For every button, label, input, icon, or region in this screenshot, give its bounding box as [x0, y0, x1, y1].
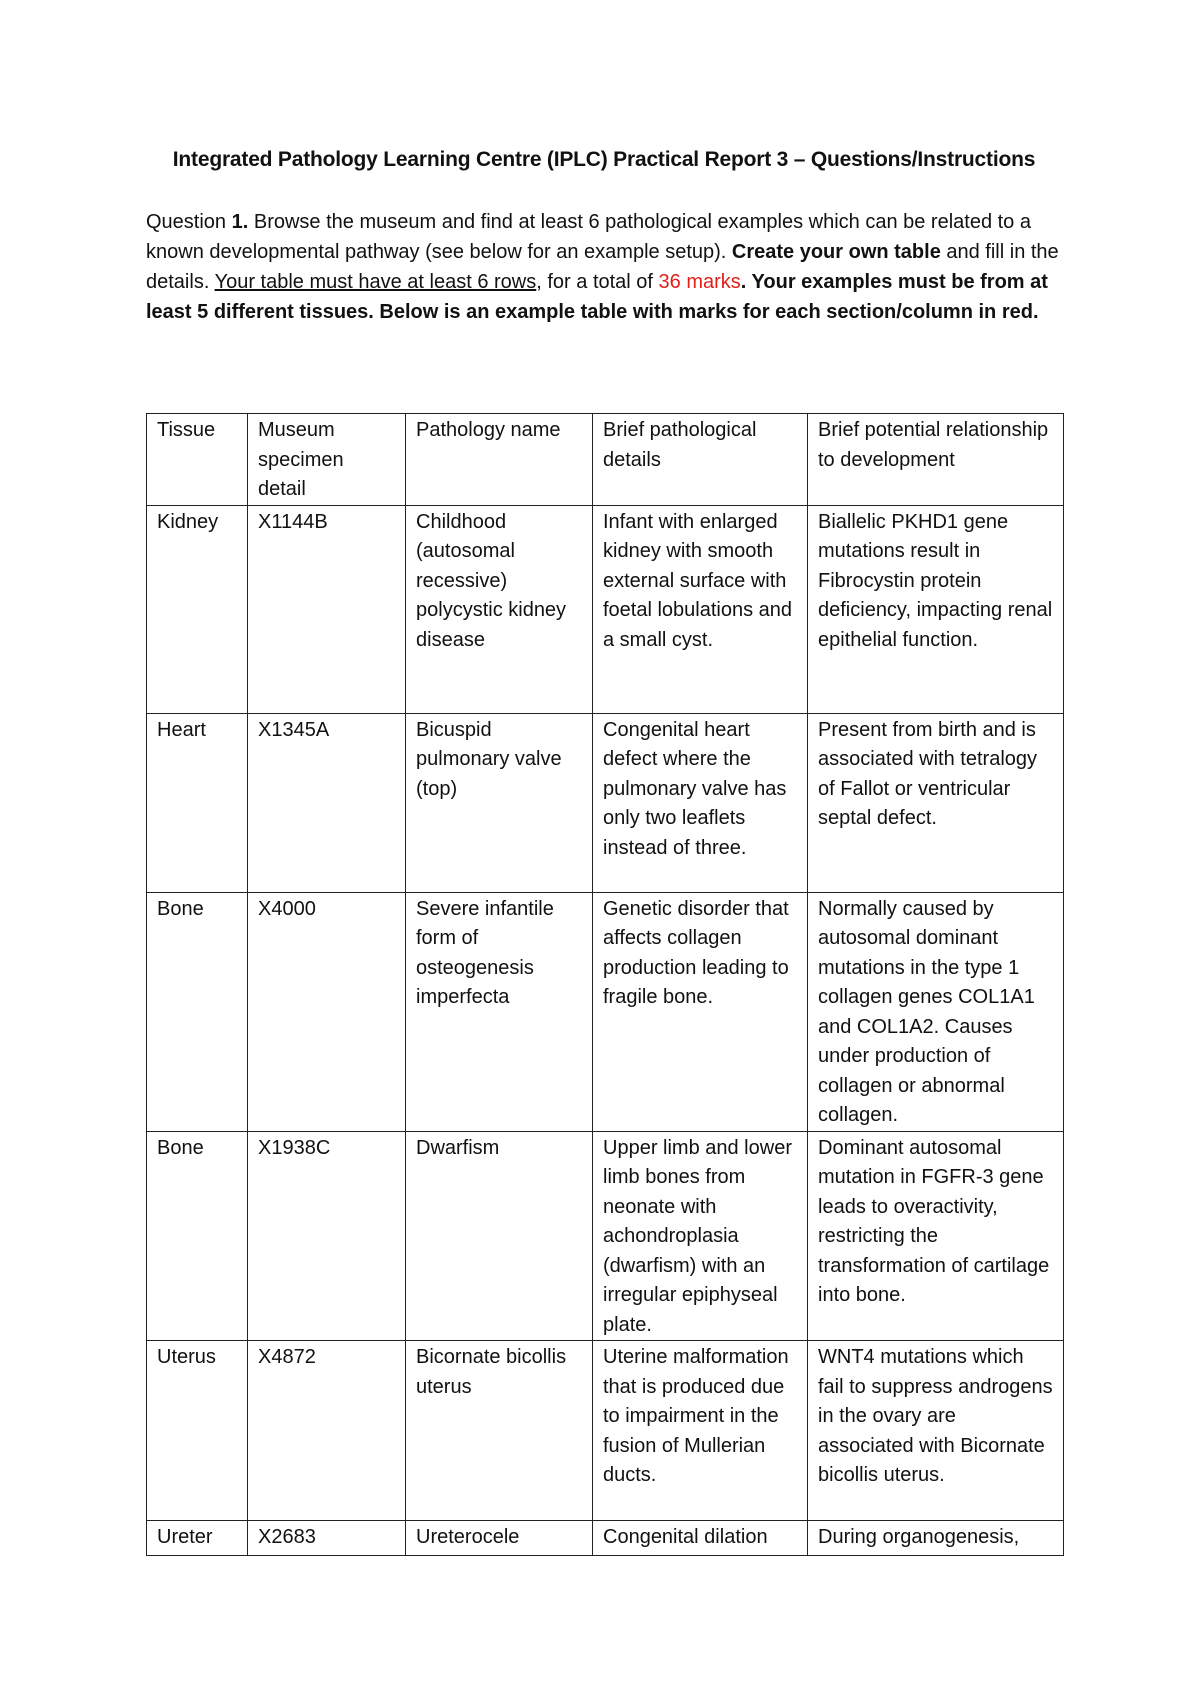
table-row: [147, 1131, 1064, 1341]
table-row: [147, 892, 1064, 1131]
cell-tissue: Bone: [147, 1131, 248, 1341]
question-text-3: , for a total of: [536, 271, 659, 293]
table-row: [147, 1341, 1064, 1521]
pathology-table: [146, 413, 1064, 1556]
cell-relationship: During organogenesis,: [808, 1521, 1064, 1556]
cell-pathology: Ureterocele: [406, 1521, 593, 1556]
cell-details: Uterine malformation that is produced due to impairment in the fusion of Mullerian ducts.: [593, 1341, 808, 1521]
cell-specimen: X1938C: [248, 1131, 406, 1341]
document-title: Integrated Pathology Learning Centre (IPLC) Practical Report 3 – Questions/Instructions: [172, 148, 1036, 171]
question-text-2: and fill in the details.: [146, 241, 1059, 293]
cell-specimen: X2683: [248, 1521, 406, 1556]
question-text-4: . Your examples must be from at least 5 different tissues. Below is an example table with marks for each section/column in red.: [146, 271, 1048, 323]
cell-relationship: Dominant autosomal mutation in FGFR-3 gene leads to overactivity, restricting the transformation of cartilage into bone.: [808, 1131, 1064, 1341]
cell-specimen: X1144B: [248, 505, 406, 713]
cell-details: Genetic disorder that affects collagen production leading to fragile bone.: [593, 892, 808, 1131]
cell-relationship: Normally caused by autosomal dominant mutations in the type 1 collagen genes COL1A1 and COL1A2. Causes under production of collagen or abnormal collagen.: [808, 892, 1064, 1131]
cell-specimen: X4872: [248, 1341, 406, 1521]
cell-tissue: Kidney: [147, 505, 248, 713]
cell-tissue: Uterus: [147, 1341, 248, 1521]
header-brief-relationship-to-development: Brief potential relationship to development: [808, 414, 1064, 506]
cell-pathology: Severe infantile form of osteogenesis imperfecta: [406, 892, 593, 1131]
header-museum-specimen-detail: Museum specimen detail: [248, 414, 406, 506]
cell-tissue: Heart: [147, 713, 248, 892]
question-bold-instruction: Create your own table: [731, 241, 941, 263]
cell-relationship: Biallelic PKHD1 gene mutations result in Fibrocystin protein deficiency, impacting renal epithelial function.: [808, 505, 1064, 713]
cell-pathology: Dwarfism: [406, 1131, 593, 1341]
header-tissue: Tissue: [147, 414, 248, 506]
question-underlined-requirement: Your table must have at least 6 rows: [214, 271, 537, 293]
cell-relationship: WNT4 mutations which fail to suppress androgens in the ovary are associated with Bicornate bicollis uterus.: [808, 1341, 1064, 1521]
question-number: 1.: [231, 211, 249, 233]
table-row: [147, 505, 1064, 713]
table-row: [147, 713, 1064, 892]
cell-details: Infant with enlarged kidney with smooth external surface with foetal lobulations and a small cyst.: [593, 505, 808, 713]
header-brief-pathological-details: Brief pathological details: [593, 414, 808, 506]
cell-pathology: Childhood (autosomal recessive) polycystic kidney disease: [406, 505, 593, 713]
question-text-1: Browse the museum and find at least 6 pathological examples which can be related to a known developmental pathway (see below for an example setup).: [146, 211, 1031, 263]
cell-relationship: Present from birth and is associated with tetralogy of Fallot or ventricular septal defect.: [808, 713, 1064, 892]
cell-tissue: Ureter: [147, 1521, 248, 1556]
cell-details: Congenital heart defect where the pulmonary valve has only two leaflets instead of three.: [593, 713, 808, 892]
question-paragraph: [146, 207, 1062, 327]
cell-details: Congenital dilation: [593, 1521, 808, 1556]
cell-details: Upper limb and lower limb bones from neonate with achondroplasia (dwarfism) with an irregular epiphyseal plate.: [593, 1131, 808, 1341]
cell-pathology: Bicuspid pulmonary valve (top): [406, 713, 593, 892]
cell-specimen: X1345A: [248, 713, 406, 892]
question-label: Question: [146, 211, 227, 233]
question-marks: 36 marks: [658, 271, 741, 293]
cell-tissue: Bone: [147, 892, 248, 1131]
table-header-row: [147, 414, 1064, 506]
table-row: [147, 1521, 1064, 1556]
header-pathology-name: Pathology name: [406, 414, 593, 506]
cell-specimen: X4000: [248, 892, 406, 1131]
cell-pathology: Bicornate bicollis uterus: [406, 1341, 593, 1521]
